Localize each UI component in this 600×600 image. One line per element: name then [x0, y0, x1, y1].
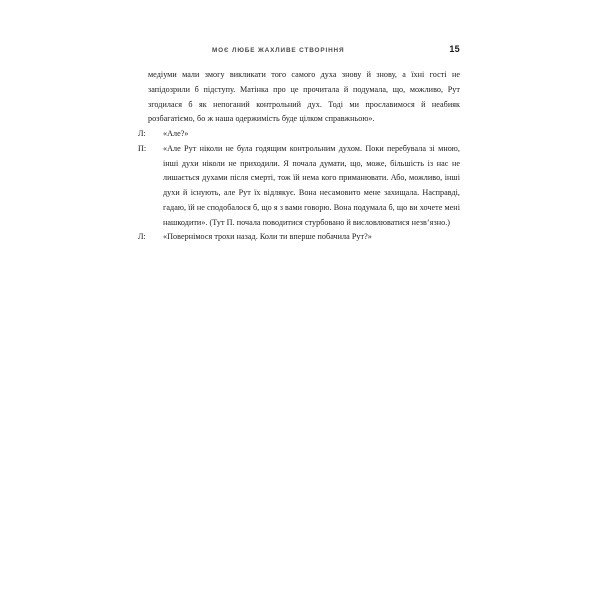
running-head-title: МОЄ ЛЮБЕ ЖАХЛИВЕ СТВОРІННЯ [212, 47, 345, 54]
speaker-label: П: [138, 143, 147, 153]
speaker-label: Л: [138, 232, 146, 242]
dialogue-line [138, 142, 460, 231]
continuation-paragraph: медіуми мали змогу викликати того самого духа знову й знову, а їхні гості не запідозрили б підступу. Матінка про це прочитала й подумала, що, можливо, Рут згодилася б як непоганий контрольний дух. Тоді ми прославимося й неабияк розбагатіємо, бо ж наша одержимість буде цілком справжньою». [148, 70, 460, 124]
dialogue-line [138, 230, 460, 245]
speech-text: «Але?» [163, 129, 189, 138]
page-number: 15 [449, 44, 460, 54]
dialogue-line [138, 127, 460, 142]
text-block [138, 68, 460, 245]
running-head [138, 44, 460, 56]
speech-text: «Повернімося трохи назад. Коли ти вперше побачила Рут?» [163, 232, 372, 242]
speaker-label: Л: [138, 129, 146, 138]
speech-text: «Але Рут ніколи не була годящим контрольним духом. Поки перебувала зі мною, інші духи ніколи не приходили. Я почала думати, що, може, більшість із нас не лишається духами після смерті, тож їй нема кого приманювати. Або, можливо, інші духи й існують, але Рут їх відлякує. Вона несамовито мене захищала. Насправді, гадаю, їй не сподобалося б, що я з вами говорю. Вона подумала б, що ви хочете мені нашкодити». (Тут П. почала поводитися стурбовано й висловлюватися незв’язно.) [163, 143, 460, 227]
